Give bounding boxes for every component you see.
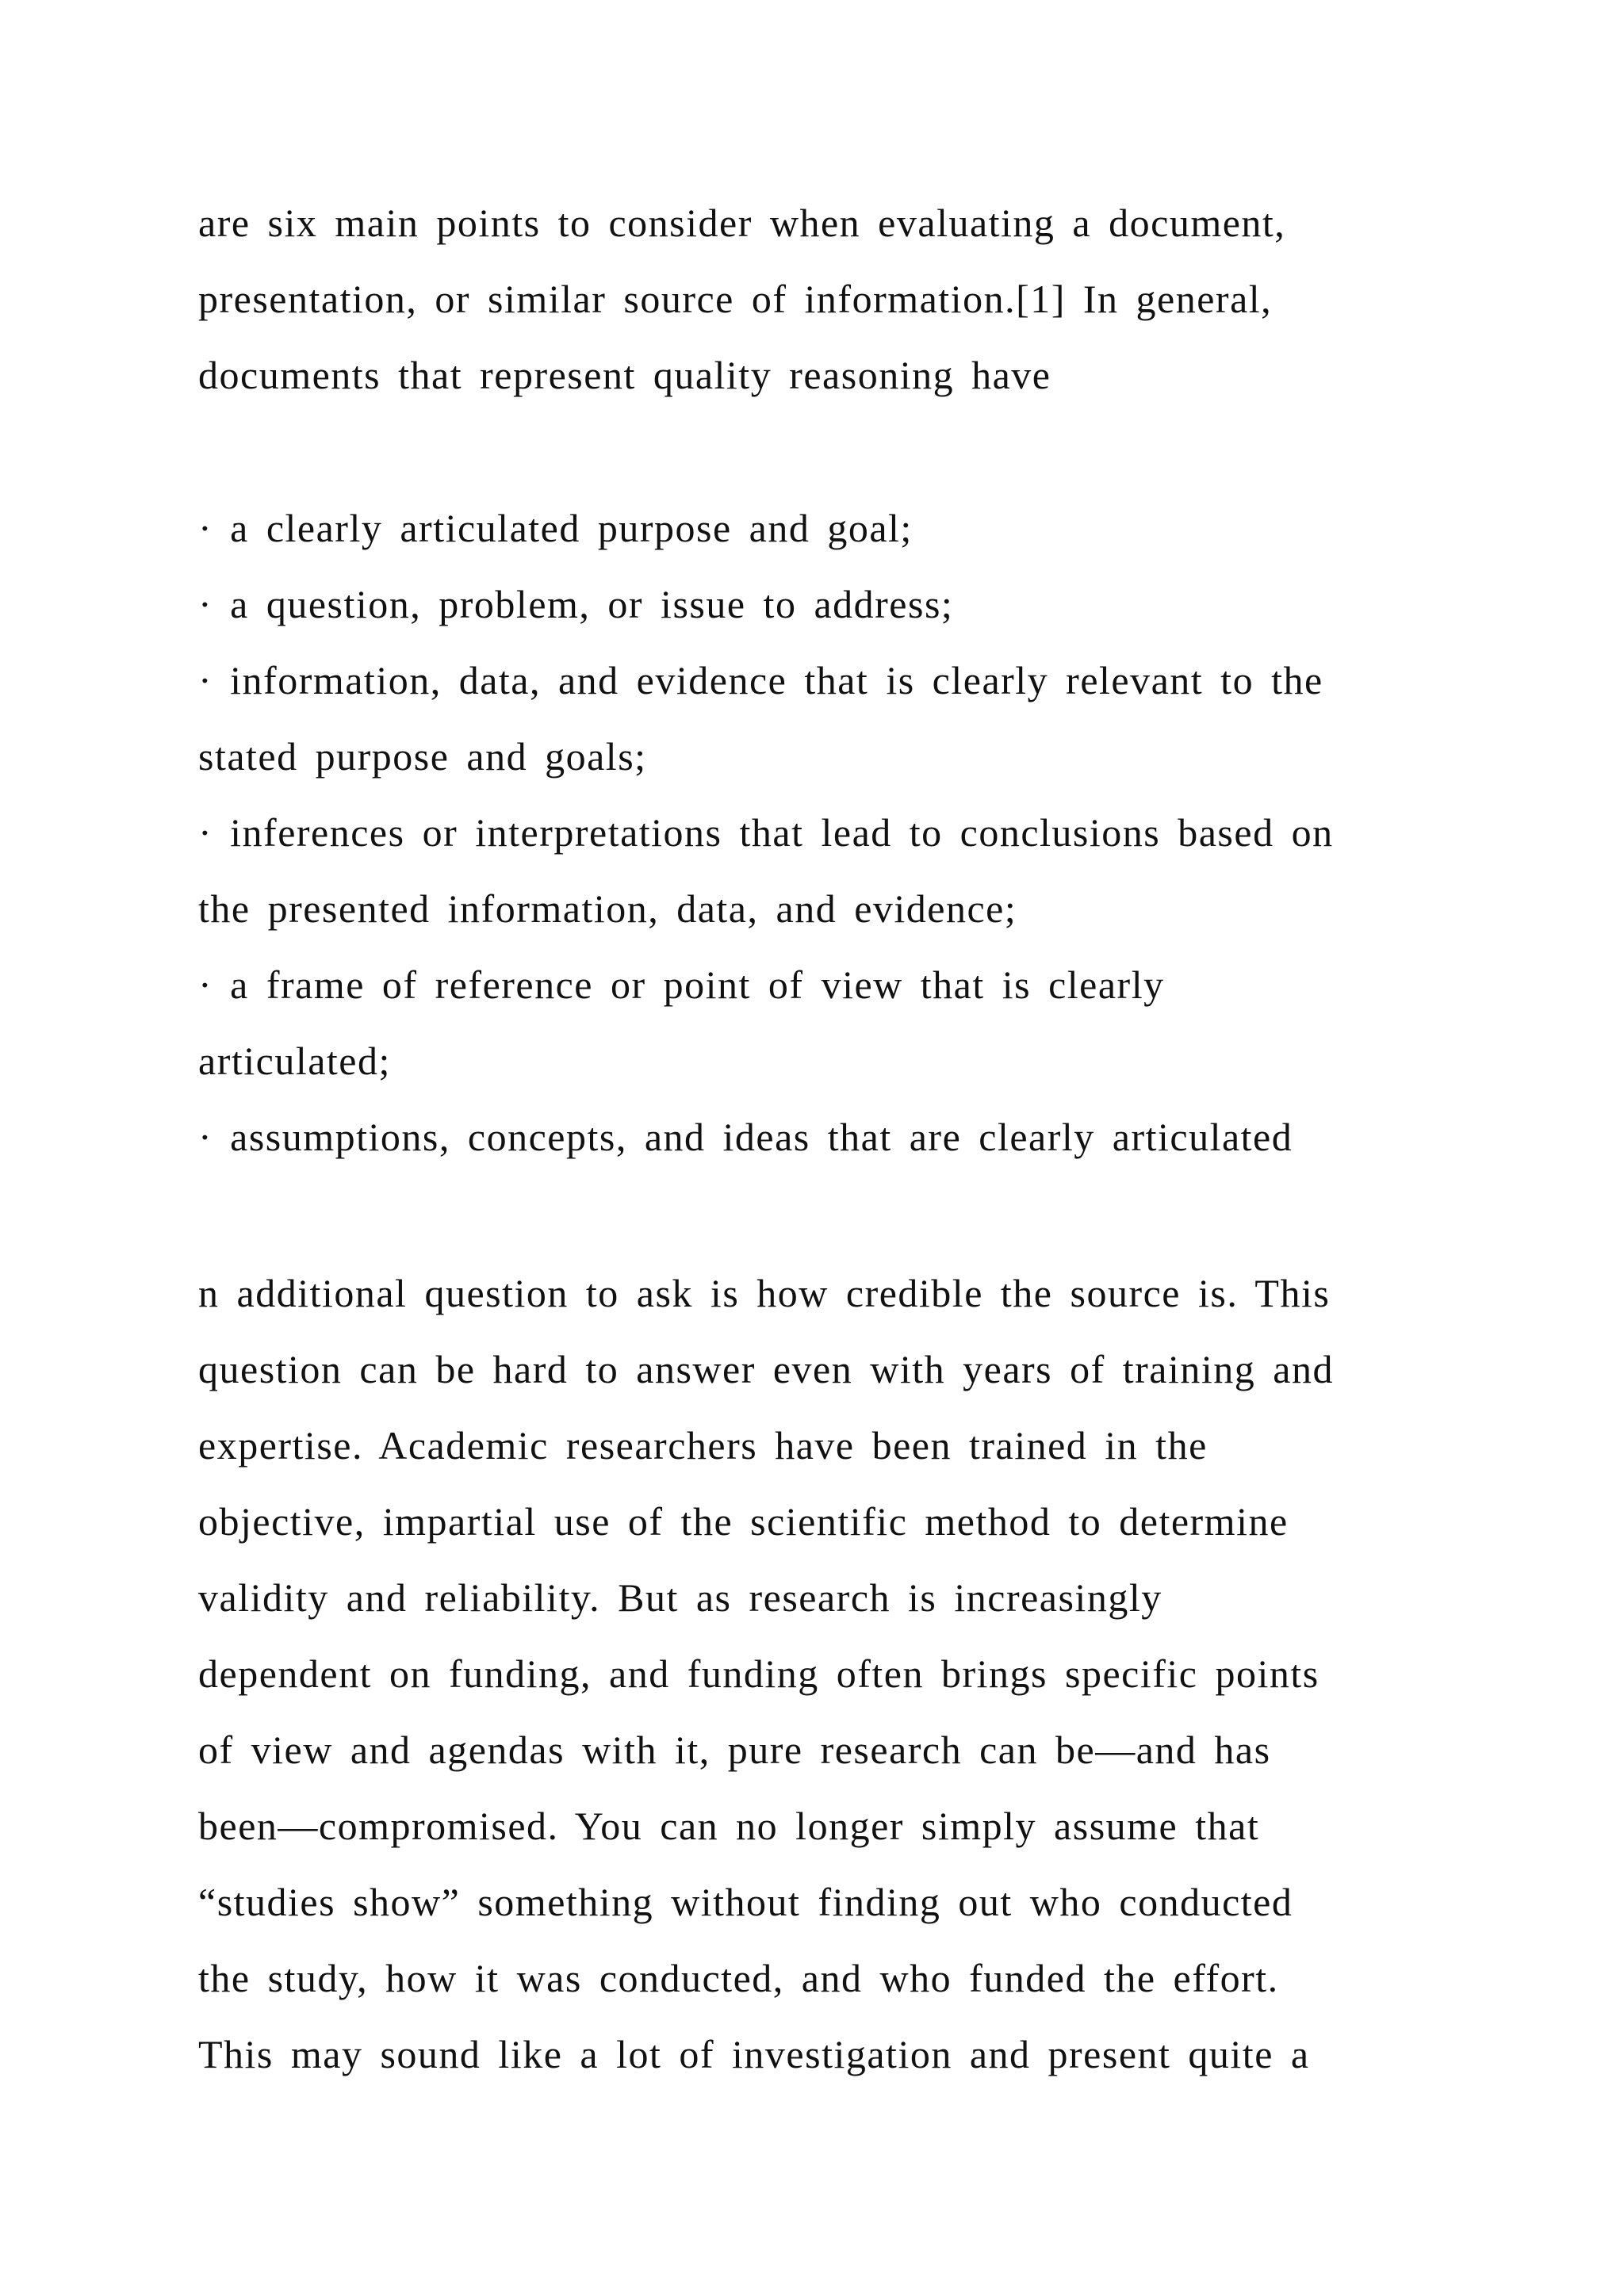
text-line: expertise. Academic researchers have been trained in the (198, 1423, 1208, 1468)
text-line: objective, impartial use of the scientific method to determine (198, 1499, 1289, 1544)
bullet-item: · a clearly articulated purpose and goal; (198, 506, 913, 550)
bullet-item-continuation: the presented information, data, and evidence; (198, 886, 1017, 931)
text-line: of view and agendas with it, pure research can be—and has (198, 1728, 1271, 1772)
text-line: n additional question to ask is how credible the source is. This (198, 1271, 1331, 1315)
text-line: dependent on funding, and funding often brings specific points (198, 1651, 1320, 1696)
bullet-list (198, 490, 1435, 1175)
text-line: been—compromised. You can no longer simply assume that (198, 1804, 1260, 1848)
bullet-item: · assumptions, concepts, and ideas that are clearly articulated (198, 1115, 1293, 1159)
bullet-item-continuation: stated purpose and goals; (198, 734, 647, 779)
bullet-item: · inferences or interpretations that lead to conclusions based on (198, 810, 1334, 855)
bullet-item: · a frame of reference or point of view that is clearly (198, 962, 1165, 1007)
text-line: This may sound like a lot of investigation and present quite a (198, 2032, 1310, 2076)
text-line: validity and reliability. But as research is increasingly (198, 1575, 1162, 1620)
text-line: documents that represent quality reasoning have (198, 353, 1051, 397)
text-line: “studies show” something without finding out who conducted (198, 1880, 1293, 1924)
text-line: are six main points to consider when evaluating a document, (198, 201, 1286, 245)
credibility-paragraph (198, 1255, 1435, 2092)
bullet-item: · information, data, and evidence that is clearly relevant to the (198, 658, 1323, 702)
text-line: the study, how it was conducted, and who funded the effort. (198, 1956, 1279, 2000)
intro-paragraph (198, 185, 1435, 413)
text-line: question can be hard to answer even with years of training and (198, 1347, 1334, 1391)
text-line: presentation, or similar source of information.[1] In general, (198, 277, 1273, 321)
bullet-item: · a question, problem, or issue to address; (198, 582, 954, 626)
bullet-item-continuation: articulated; (198, 1039, 391, 1083)
